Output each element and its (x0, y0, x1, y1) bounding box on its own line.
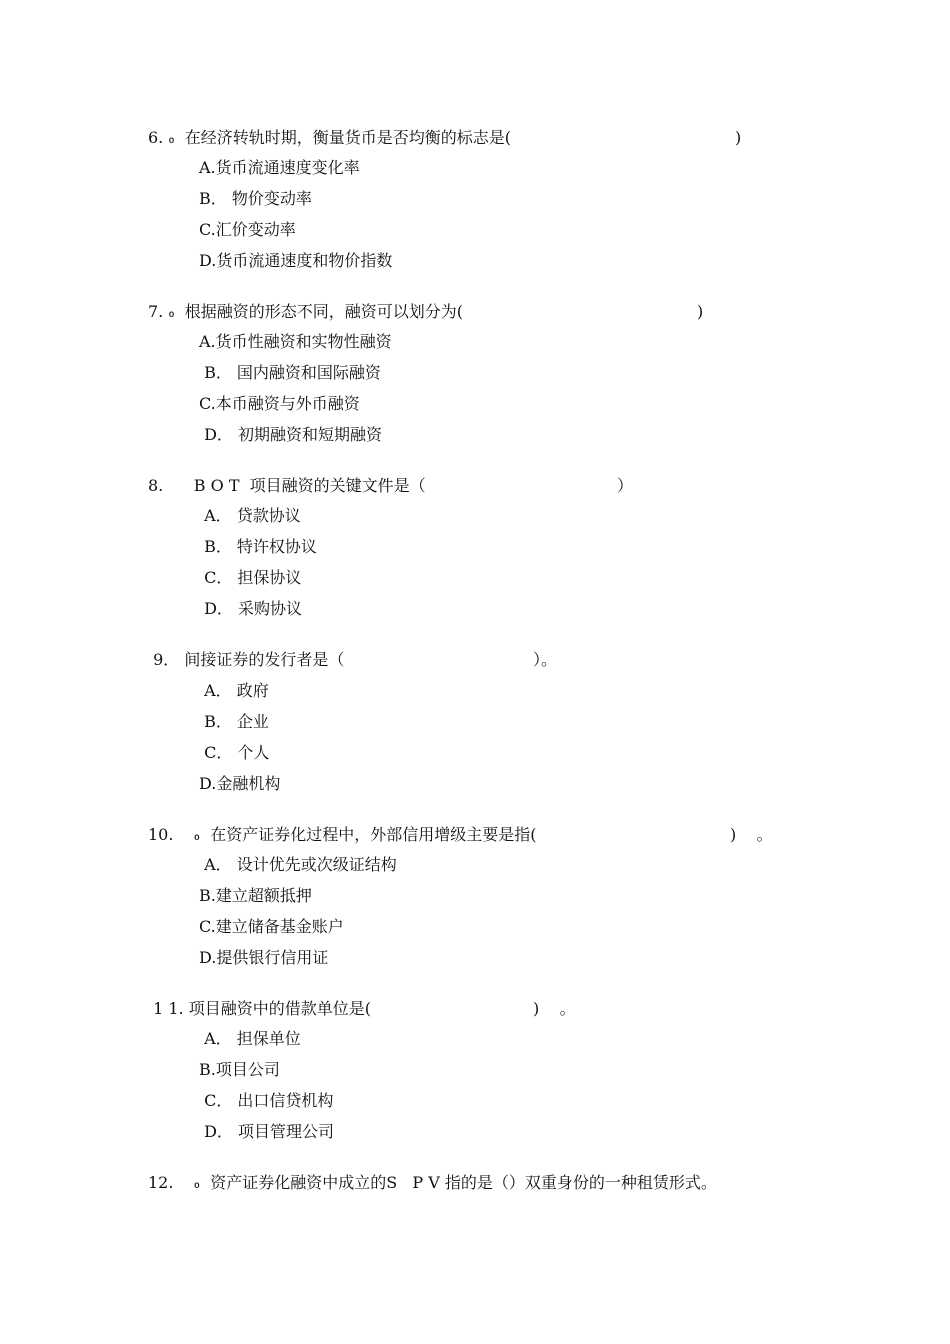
option-b: B． 特许权协议 (199, 537, 317, 556)
option-c: C.建立储备基金账户 (199, 917, 344, 936)
option-a: A． 设计优先或次级证结构 (199, 855, 397, 874)
option-d: D． 项目管理公司 (199, 1122, 335, 1141)
option-d: D.金融机构 (199, 774, 281, 793)
option-a: A． 贷款协议 (199, 506, 301, 525)
question-stem: 6. ៰ 在经济转轨时期，衡量货币是否均衡的标志是( (148, 128, 512, 147)
option-b: B． 企业 (199, 712, 269, 731)
answer-paren-close: ) 。 (730, 825, 773, 844)
question-stem: 7. ៰ 根据融资的形态不同，融资可以划分为( (148, 302, 464, 321)
answer-paren-close: ) (735, 128, 742, 147)
option-a: A.货币流通速度变化率 (199, 158, 360, 177)
option-a: A.货币性融资和实物性融资 (199, 332, 392, 351)
question-stem: 9． 间接证券的发行者是（ (148, 650, 345, 669)
option-c: C.汇价变动率 (199, 220, 296, 239)
option-c: C． 担保协议 (199, 568, 302, 587)
option-c: C． 个人 (199, 743, 270, 762)
answer-paren-close: ) 。 (533, 999, 576, 1018)
question-stem: 10. ៰ 在资产证券化过程中，外部信用增级主要是指( (148, 825, 537, 844)
option-a: A． 政府 (199, 681, 269, 700)
option-b: B.项目公司 (199, 1060, 280, 1079)
answer-paren-close: ） (617, 476, 634, 495)
answer-paren-close: ）。 (533, 650, 558, 669)
option-b: B． 物价变动率 (199, 189, 312, 208)
option-c: C． 出口信贷机构 (199, 1091, 334, 1110)
option-d: D． 初期融资和短期融资 (199, 425, 383, 444)
option-c: C.本币融资与外币融资 (199, 394, 360, 413)
answer-paren-close: ) (697, 302, 704, 321)
option-b: B． 国内融资和国际融资 (199, 363, 381, 382)
option-d: D.货币流通速度和物价指数 (199, 251, 393, 270)
option-a: A． 担保单位 (199, 1029, 301, 1048)
option-b: B.建立超额抵押 (199, 886, 312, 905)
option-d: D． 采购协议 (199, 599, 303, 618)
question-stem: 12. ៰ 资产证券化融资中成立的S P V 指的是（）双重身份的一种租赁形式。 (148, 1173, 717, 1192)
option-d: D.提供银行信用证 (199, 948, 329, 967)
question-stem: 8. B O T 项目融资的关键文件是（ (148, 476, 426, 495)
question-stem: 1 1. 项目融资中的借款单位是( (148, 999, 371, 1018)
